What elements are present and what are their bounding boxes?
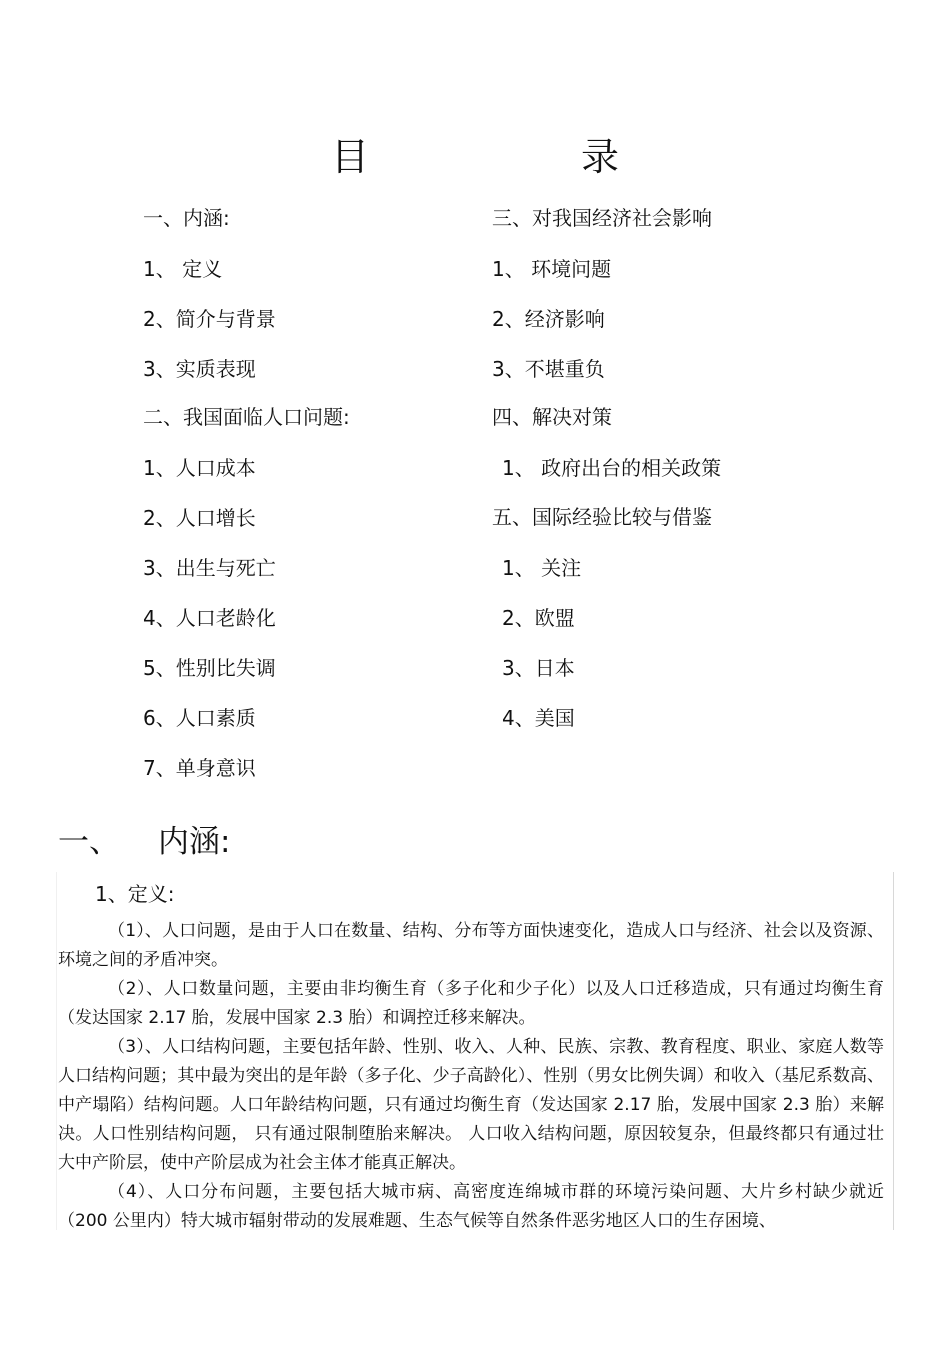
toc-entry[interactable]: 1、人口成本 [143, 456, 256, 480]
toc-entry[interactable]: 3、日本 [502, 656, 575, 680]
toc-entry[interactable]: 3、不堪重负 [492, 357, 605, 381]
section-number: 一、 [58, 824, 120, 860]
toc-entry[interactable]: 2、经济影响 [492, 307, 605, 331]
toc-entry[interactable]: 7、单身意识 [143, 756, 256, 780]
section-heading [58, 822, 230, 862]
paragraph: （4）、人口分布问题，主要包括大城市病、高密度连绵城市群的环境污染问题、大片乡村缺少就近（200 公里内）特大城市辐射带动的发展难题、生态气候等自然条件恶劣地区人口的生存困境、 [58, 1182, 884, 1231]
toc-entry[interactable]: 4、人口老龄化 [143, 606, 276, 630]
toc-entry[interactable]: 6、人口素质 [143, 706, 256, 730]
toc-title: 目 录 [330, 135, 720, 179]
toc-entry[interactable]: 三、对我国经济社会影响 [492, 206, 712, 230]
toc-entry[interactable]: 四、解决对策 [492, 405, 612, 429]
toc-entry[interactable]: 2、简介与背景 [143, 307, 276, 331]
toc-entry[interactable]: 2、人口增长 [143, 506, 256, 530]
subsection-heading: 1、定义: [95, 882, 175, 906]
toc-entry[interactable]: 2、欧盟 [502, 606, 575, 630]
toc-entry[interactable]: 1、 环境问题 [492, 257, 612, 281]
toc-entry[interactable]: 3、实质表现 [143, 357, 256, 381]
toc-entry[interactable]: 一、内涵: [143, 206, 230, 230]
toc-entry[interactable]: 二、我国面临人口问题: [143, 405, 350, 429]
section-title: 内涵: [158, 824, 231, 860]
paragraph: （2）、人口数量问题，主要由非均衡生育（多子化和少子化）以及人口迁移造成，只有通过均衡生育（发达国家 2.17 胎，发展中国家 2.3 胎）和调控迁移来解决。 [58, 979, 884, 1028]
toc-entry[interactable]: 3、出生与死亡 [143, 556, 276, 580]
toc-entry[interactable]: 1、 政府出台的相关政策 [502, 456, 722, 480]
toc-entry[interactable]: 五、国际经验比较与借鉴 [492, 505, 712, 529]
toc-entry[interactable]: 5、性别比失调 [143, 656, 276, 680]
paragraph: （1）、人口问题，是由于人口在数量、结构、分布等方面快速变化，造成人口与经济、社会以及资源、环境之间的矛盾冲突。 [58, 921, 884, 970]
paragraph: （3）、人口结构问题，主要包括年龄、性别、收入、人种、民族、宗教、教育程度、职业、家庭人数等人口结构问题；其中最为突出的是年龄（多子化、少子高龄化）、性别（男女比例失调）和收入（基尼系数高、中产塌陷）结构问题。人口年龄结构问题，只有通过均衡生育（发达国家 2.17 胎，发展中国家 2.3 胎）来解决。人口性别结构问题， 只有通过限制堕胎来解决。 人口收入结构问题，原因较复杂，但最终都只有通过壮大中产阶层，使中产阶层成为社会主体才能真正解决。 [58, 1037, 884, 1173]
toc-entry[interactable]: 1、 定义 [143, 257, 223, 281]
toc-entry[interactable]: 4、美国 [502, 706, 575, 730]
toc-entry[interactable]: 1、 关注 [502, 556, 582, 580]
